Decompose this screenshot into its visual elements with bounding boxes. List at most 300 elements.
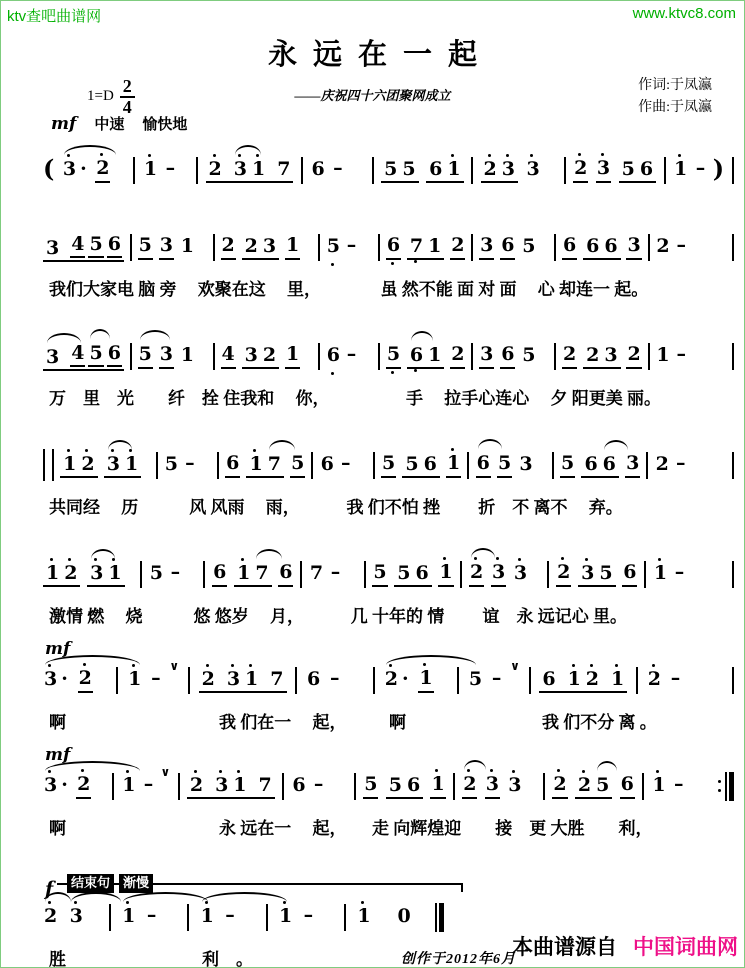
note: 6 <box>409 345 424 365</box>
note: 6 <box>311 157 325 180</box>
note-line <box>33 335 736 377</box>
spacer <box>99 786 105 787</box>
beamed-note-group <box>199 668 287 693</box>
note: 3 <box>479 344 494 369</box>
note: 4 <box>70 234 85 258</box>
note: 3 <box>226 667 241 690</box>
spacer <box>542 247 548 248</box>
spacer <box>548 170 556 171</box>
barline <box>732 343 734 370</box>
note: 7 <box>254 563 269 583</box>
beamed-note-group <box>407 235 444 260</box>
note: 3 · <box>43 669 69 692</box>
thick-barline <box>439 903 444 932</box>
note: 5 <box>326 234 340 257</box>
spacer <box>131 574 133 575</box>
barline <box>112 773 114 800</box>
beamed-note-group <box>43 342 124 371</box>
duration-dash: – <box>170 561 181 583</box>
note: 2 <box>655 452 669 475</box>
barline <box>203 561 205 588</box>
note: 3 <box>69 906 84 929</box>
barline <box>109 904 111 931</box>
note-line <box>33 659 736 701</box>
augmentation-dot: · <box>61 667 68 690</box>
duration-dash: – <box>303 904 314 926</box>
spacer <box>422 917 424 918</box>
spacer <box>530 786 536 787</box>
note: 3 <box>513 561 528 584</box>
score-body <box>33 149 736 968</box>
note: 3 <box>479 235 494 260</box>
source-site-link[interactable]: 中国词曲网 <box>633 936 738 959</box>
duration-dash: – <box>146 904 157 926</box>
note: 2 <box>562 344 577 369</box>
beamed-note-group <box>578 562 615 587</box>
lyricist-credit: 作词:于凤瀛 <box>638 78 712 93</box>
barline <box>301 157 303 184</box>
note: 3 · <box>62 159 88 182</box>
note: 1 <box>237 561 251 584</box>
spacer <box>348 680 364 681</box>
barline <box>732 667 734 694</box>
slur-arc <box>256 549 282 561</box>
lyrics-line: 啊 我 们在一 起， 啊 我 们不分 离 。 <box>49 713 657 732</box>
spacer <box>201 356 207 357</box>
note: 6 <box>542 667 556 690</box>
note: 1 <box>438 562 453 587</box>
note: 5 <box>381 453 396 478</box>
note: 6 <box>212 562 227 587</box>
note: 6 <box>326 343 340 366</box>
note: 6 <box>586 234 600 257</box>
note: 2 <box>262 343 277 366</box>
note: 3 <box>159 344 174 369</box>
note: 3 <box>262 234 277 257</box>
spacer <box>692 247 726 248</box>
note: 6 <box>500 235 515 260</box>
note-line <box>33 444 736 486</box>
expression-mark: 愉快地 <box>142 117 188 133</box>
note: 1 <box>447 157 461 180</box>
spacer <box>183 170 189 171</box>
note: 1 <box>446 453 461 478</box>
note: 1 <box>674 157 688 180</box>
key-signature: 1=D <box>87 88 114 105</box>
beamed-note-group <box>43 562 80 587</box>
close-paren: ) <box>712 153 725 183</box>
beamed-note-group <box>242 235 279 260</box>
dynamic-mark: f <box>45 878 54 900</box>
slur-arc <box>471 548 495 560</box>
note: 5 <box>138 344 153 369</box>
note: 1 <box>285 235 300 260</box>
note: 2 <box>552 774 567 799</box>
note: 2 <box>626 344 641 369</box>
site-name-link[interactable]: ktv查吧曲谱网 <box>7 8 102 25</box>
note: 1 <box>428 234 442 257</box>
note: 3 <box>106 454 121 474</box>
note: 5 <box>397 561 411 584</box>
note: 2 · <box>384 669 410 692</box>
beamed-note-group <box>381 158 418 183</box>
time-signature-upper: 2 <box>120 77 135 98</box>
note: 2 <box>483 157 497 180</box>
breath-mark: ∨ <box>160 765 171 779</box>
spacer <box>187 574 197 575</box>
barline <box>318 343 320 370</box>
note: 5 <box>372 562 387 587</box>
lyrics-line: 啊 永 远在一 起， 走 向辉煌迎 接 更 大胜 利， <box>49 819 653 838</box>
beamed-note-group <box>407 344 444 369</box>
slur-arc <box>90 329 110 341</box>
note: 1 <box>252 157 266 180</box>
note: 6 <box>500 344 515 369</box>
barline <box>196 157 198 184</box>
note-line <box>33 226 736 268</box>
music-system <box>33 639 736 733</box>
note: 6 <box>292 773 306 796</box>
note: 1 <box>245 667 259 690</box>
barline <box>354 773 356 800</box>
note: 3 <box>485 774 500 799</box>
barline <box>453 773 455 800</box>
repeat-end-barline <box>718 772 734 801</box>
beamed-note-group <box>246 453 283 478</box>
beamed-note-group <box>60 453 97 478</box>
credits <box>638 75 712 118</box>
beamed-note-group <box>426 158 463 183</box>
note: 6 <box>307 667 321 690</box>
duration-dash: – <box>341 452 351 474</box>
spacer <box>350 170 364 171</box>
spacer <box>245 917 255 918</box>
spacer <box>94 917 98 918</box>
duration-dash: – <box>676 343 686 365</box>
note: 4 <box>70 343 85 367</box>
barline <box>133 157 135 184</box>
beamed-note-group <box>43 233 124 262</box>
note: 2 <box>76 774 91 799</box>
spacer <box>324 917 334 918</box>
note: 6 <box>639 157 654 180</box>
duration-dash: – <box>673 773 684 795</box>
dynamic-mark: mf <box>45 745 71 765</box>
barline <box>213 343 215 370</box>
note: 1 <box>428 343 442 366</box>
note: 6 <box>107 343 122 367</box>
barline <box>554 343 556 370</box>
barline <box>732 234 734 261</box>
repeat-dot <box>718 789 721 792</box>
slur-arc <box>140 330 170 342</box>
note: 5 <box>388 773 402 796</box>
thick-barline <box>729 772 734 801</box>
note: 2 <box>81 452 95 475</box>
slur-arc <box>64 145 116 157</box>
duration-dash: – <box>165 157 176 179</box>
barline <box>460 561 462 588</box>
note: 3 <box>215 773 229 796</box>
ending-labels <box>67 874 153 893</box>
note: 7 <box>277 157 291 180</box>
note: 2 <box>78 668 93 693</box>
note: 3 · <box>43 775 69 798</box>
barline <box>178 773 180 800</box>
note-line <box>33 896 446 938</box>
note: 2 <box>577 773 592 796</box>
spacer <box>691 574 725 575</box>
barline <box>217 452 219 479</box>
note: 3 <box>625 453 640 478</box>
barline <box>130 234 132 261</box>
beamed-note-group <box>187 774 275 799</box>
spacer <box>442 680 448 681</box>
slur-arc <box>411 331 433 343</box>
barline <box>648 234 650 261</box>
beamed-note-group <box>394 562 431 587</box>
spacer <box>382 917 386 918</box>
note: 5 <box>595 775 610 795</box>
barline <box>311 452 313 479</box>
beamed-note-group <box>583 344 620 369</box>
barline <box>318 234 320 261</box>
duration-dash: – <box>225 904 235 926</box>
spacer <box>201 465 211 466</box>
note: 2 <box>450 235 465 260</box>
note: 3 <box>233 159 248 179</box>
duration-dash: – <box>674 561 685 583</box>
note: 2 <box>244 234 258 257</box>
note: 6 <box>406 773 421 796</box>
duration-dash: – <box>676 234 686 256</box>
dynamic-mark: mf <box>51 113 77 134</box>
note: 5 <box>138 235 153 260</box>
spacer <box>542 356 548 357</box>
note: 1 <box>567 667 581 690</box>
note: 6 <box>429 157 443 180</box>
note: 1 <box>46 561 60 584</box>
dynamic-mark: mf <box>45 639 71 659</box>
barline <box>564 157 566 184</box>
note: 6 <box>386 235 401 260</box>
note: 6 <box>622 562 637 587</box>
note: 2 <box>189 773 204 796</box>
spacer <box>362 356 372 357</box>
note: 5 <box>88 343 103 367</box>
note: 1 <box>122 773 136 796</box>
barline <box>295 667 297 694</box>
note: 1 <box>180 234 195 257</box>
note: 1 <box>656 343 670 366</box>
spacer <box>118 170 126 171</box>
augmentation-dot: · <box>61 773 68 796</box>
barline <box>266 904 268 931</box>
note: 1 <box>125 452 139 475</box>
lyrics-line: 万 里 光 纤 拴 住我和 你， 手 拉手心连心 夕 阳更美 丽。 <box>49 389 661 408</box>
note: 3 <box>581 561 595 584</box>
note: 6 <box>225 453 240 478</box>
note: 2 <box>656 234 670 257</box>
note: 2 <box>221 235 236 260</box>
note: 6 <box>107 234 122 258</box>
composer-credit: 作曲:于凤瀛 <box>638 99 712 115</box>
note: 2 <box>64 561 78 584</box>
spacer <box>102 680 108 681</box>
barline <box>282 773 284 800</box>
note: 3 <box>244 343 258 366</box>
note: 3 <box>501 157 515 180</box>
music-system <box>33 745 736 839</box>
note: 5 <box>522 234 536 257</box>
note: 1 <box>285 344 300 369</box>
lyrics-line: 我们大家电 脑 旁 欢聚在这 里， 虽 然不能 面 对 面 心 却连一 起。 <box>49 280 649 299</box>
duration-dash: – <box>330 667 340 689</box>
duration-dash: – <box>313 773 324 795</box>
spacer <box>689 680 723 681</box>
beamed-note-group <box>583 235 620 260</box>
final-barline <box>435 903 444 932</box>
breath-mark: ∨ <box>510 659 520 673</box>
music-system <box>33 226 736 300</box>
barline <box>213 234 215 261</box>
barline <box>187 904 189 931</box>
barline <box>373 667 375 694</box>
note: 6 <box>476 453 491 478</box>
spacer <box>692 465 726 466</box>
augmentation-dot: · <box>401 667 409 690</box>
barline <box>646 452 648 479</box>
beamed-note-group <box>242 344 279 369</box>
note: 1 <box>653 561 668 584</box>
barline <box>457 667 459 694</box>
note: 5 <box>560 453 575 478</box>
spacer <box>357 465 367 466</box>
barline <box>471 343 473 370</box>
music-system <box>33 149 736 191</box>
note: 1 <box>128 667 142 690</box>
barline <box>140 561 142 588</box>
open-paren: ( <box>43 153 55 183</box>
barline <box>471 157 473 184</box>
note: 2 <box>586 343 600 366</box>
song-title: 永远在一起 <box>267 39 493 71</box>
beamed-note-group <box>87 562 124 587</box>
note-line <box>33 149 736 191</box>
spacer <box>535 574 541 575</box>
note: 3 <box>89 563 104 583</box>
note: 5 <box>290 453 305 478</box>
beamed-note-group <box>619 158 656 183</box>
note: 6 <box>620 774 635 799</box>
barline <box>467 452 469 479</box>
double-barline <box>43 449 54 481</box>
note: 1 <box>418 668 433 693</box>
note: 5 <box>384 157 398 180</box>
spacer <box>540 465 546 466</box>
dedication-subtitle: ——庆祝四十六团聚网成立 <box>294 88 451 103</box>
note: 3 <box>491 562 506 587</box>
note: 3 <box>526 157 540 180</box>
barline <box>471 234 473 261</box>
note: 3 <box>45 347 60 367</box>
note: 3 <box>596 158 611 183</box>
barline <box>648 343 650 370</box>
spacer <box>306 247 312 248</box>
ending-bracket <box>43 874 736 900</box>
note: 5 <box>386 344 401 369</box>
note-line <box>33 553 736 595</box>
note: 1 <box>233 773 247 796</box>
tempo-mark: 中速 <box>94 117 125 133</box>
site-url-link[interactable]: www.ktvc8.com <box>632 5 736 22</box>
duration-dash: – <box>143 773 154 795</box>
duration-dash: – <box>185 452 195 474</box>
note: 2 <box>585 667 600 690</box>
repeat-dot <box>718 780 721 783</box>
duration-dash: – <box>491 667 502 689</box>
duration-dash: – <box>695 157 706 179</box>
barline <box>156 452 158 479</box>
note: 5 <box>88 234 103 258</box>
spacer <box>201 247 207 248</box>
note: 5 <box>522 343 536 366</box>
note: 1 <box>249 452 263 475</box>
note: 3 <box>508 773 522 796</box>
thin-barline <box>725 772 727 801</box>
note: 2 <box>450 344 465 369</box>
song-subheader <box>1 73 744 145</box>
barline <box>636 667 638 694</box>
spacer <box>167 917 177 918</box>
note: 3 <box>604 343 618 366</box>
note: 7 <box>309 561 324 584</box>
barline <box>344 904 346 931</box>
lyrics-line: 共同经 历 风 风雨 雨， 我 们不怕 挫 折 不 离不 弃。 <box>49 498 623 517</box>
spacer <box>691 786 711 787</box>
note: 2 <box>462 774 477 799</box>
barline <box>732 157 734 184</box>
barline <box>732 452 734 479</box>
spacer <box>362 247 372 248</box>
note: 6 <box>415 561 429 584</box>
note: 6 <box>423 452 437 475</box>
source-prefix-text: 本曲谱源自 <box>512 936 617 959</box>
duration-dash: – <box>346 343 357 365</box>
note: 2 <box>647 667 661 690</box>
top-link-bar <box>1 1 744 26</box>
barline <box>373 452 375 479</box>
note: 5 <box>497 453 512 478</box>
ending-label: 结束句 <box>67 874 114 893</box>
note: 6 <box>562 235 577 260</box>
barline <box>364 561 366 588</box>
note: 0 <box>397 904 411 927</box>
note: 7 <box>258 773 272 796</box>
note: 3 <box>519 452 533 475</box>
note: 5 <box>402 157 416 180</box>
tempo-row <box>51 113 187 134</box>
note: 7 <box>270 667 284 690</box>
duration-dash: – <box>676 452 686 474</box>
note: 3 <box>46 236 60 259</box>
barline <box>378 343 380 370</box>
spacer <box>331 786 347 787</box>
barline <box>300 561 302 588</box>
spacer <box>347 574 357 575</box>
note: 2 <box>95 158 110 183</box>
beamed-note-group <box>575 774 612 799</box>
